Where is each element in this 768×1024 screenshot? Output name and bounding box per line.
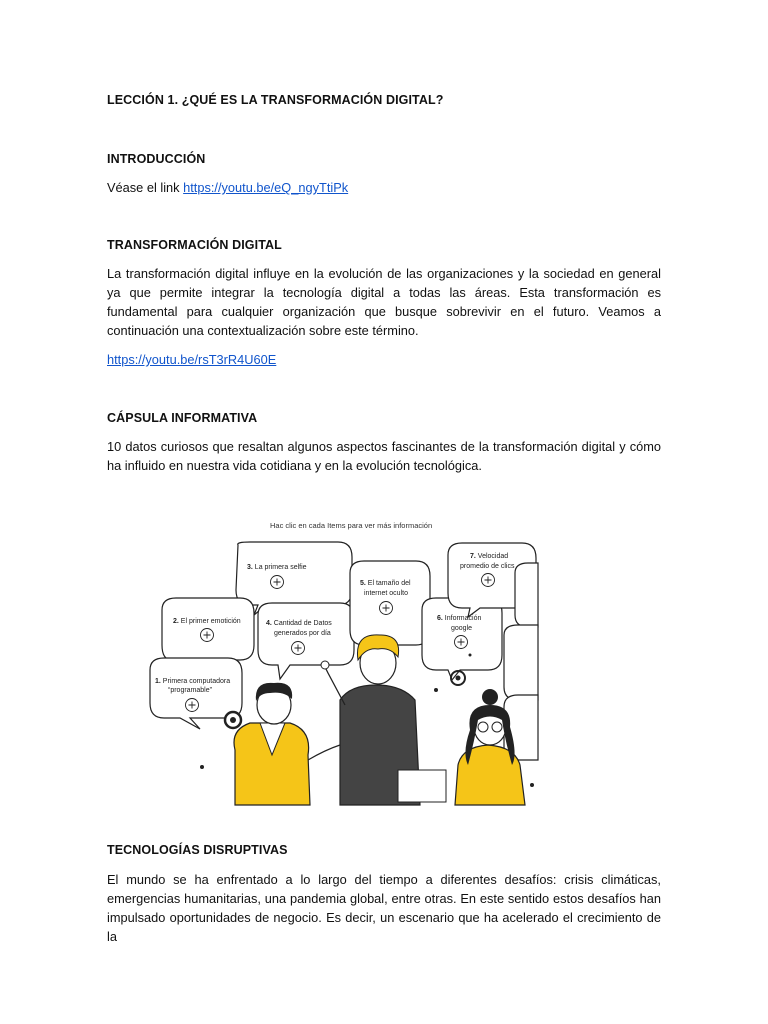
intro-video-link[interactable]: https://youtu.be/eQ_ngyTtiPk xyxy=(183,180,349,195)
svg-text:4. Cantidad de Datos: 4. Cantidad de Datos xyxy=(266,620,332,627)
svg-text:promedio de clics: promedio de clics xyxy=(460,563,515,570)
infographic-illustration xyxy=(140,515,540,805)
tecnologias-paragraph: El mundo se ha enfrentado a lo largo del tiempo a diferentes desafíos: crisis climáticas, emergencias humanitarias, una pandemia global, entre otras. En este sentido estos desafíos han impulsado oportunidades de negocio. Es decir, un escenario que ha acelerado el crecimiento de la xyxy=(107,872,661,944)
svg-text:generados por día: generados por día xyxy=(274,630,331,637)
infographic-caption: Hac clic en cada Items para ver más información xyxy=(270,521,433,530)
capsula-heading: CÁPSULA INFORMATIVA xyxy=(107,411,258,425)
bubble-4 xyxy=(258,603,354,679)
svg-text:7. Velocidad: 7. Velocidad xyxy=(470,553,509,560)
td-video-link[interactable]: https://youtu.be/rsT3rR4U60E xyxy=(107,352,277,367)
lesson-title: LECCIÓN 1. ¿QUÉ ES LA TRANSFORMACIÓN DIGITAL? xyxy=(107,93,444,107)
bubble-6 xyxy=(422,598,502,680)
capsula-paragraph: 10 datos curiosos que resaltan algunos aspectos fascinantes de la transformación digital y cómo ha influido en nuestra vida cotidiana y en la evolución tecnológica. xyxy=(107,439,661,473)
bubble-9 xyxy=(504,625,538,700)
svg-text:2. El primer emotición: 2. El primer emotición xyxy=(173,618,241,625)
svg-text:internet oculto: internet oculto xyxy=(364,590,408,597)
td-paragraph: La transformación digital influye en la evolución de las organizaciones y la sociedad en general ya que permite integrar la tecnología digital a todas las áreas. Esta transformación es fundamental para cualquier organización que busque sobrevivir en el futuro. Veamos a continuación una contextualización sobre este término. xyxy=(107,266,661,338)
intro-heading: INTRODUCCIÓN xyxy=(107,152,206,166)
svg-text:1. Primera computadora: 1. Primera computadora xyxy=(155,678,231,685)
td-heading: TRANSFORMACIÓN DIGITAL xyxy=(107,238,282,252)
svg-text:3. La primera selfie: 3. La primera selfie xyxy=(247,564,307,571)
bubble-8 xyxy=(515,563,538,627)
td-video-link-line xyxy=(107,350,661,369)
svg-text:“programable”: “programable” xyxy=(168,687,212,694)
svg-text:google: google xyxy=(451,625,473,632)
tecnologias-heading: TECNOLOGÍAS DISRUPTIVAS xyxy=(107,843,288,857)
intro-line xyxy=(107,178,661,197)
svg-text:5. El tamaño del: 5. El tamaño del xyxy=(360,580,411,587)
intro-prefix: Véase el link xyxy=(107,180,184,195)
svg-text:6. Información: 6. Información xyxy=(437,615,482,622)
